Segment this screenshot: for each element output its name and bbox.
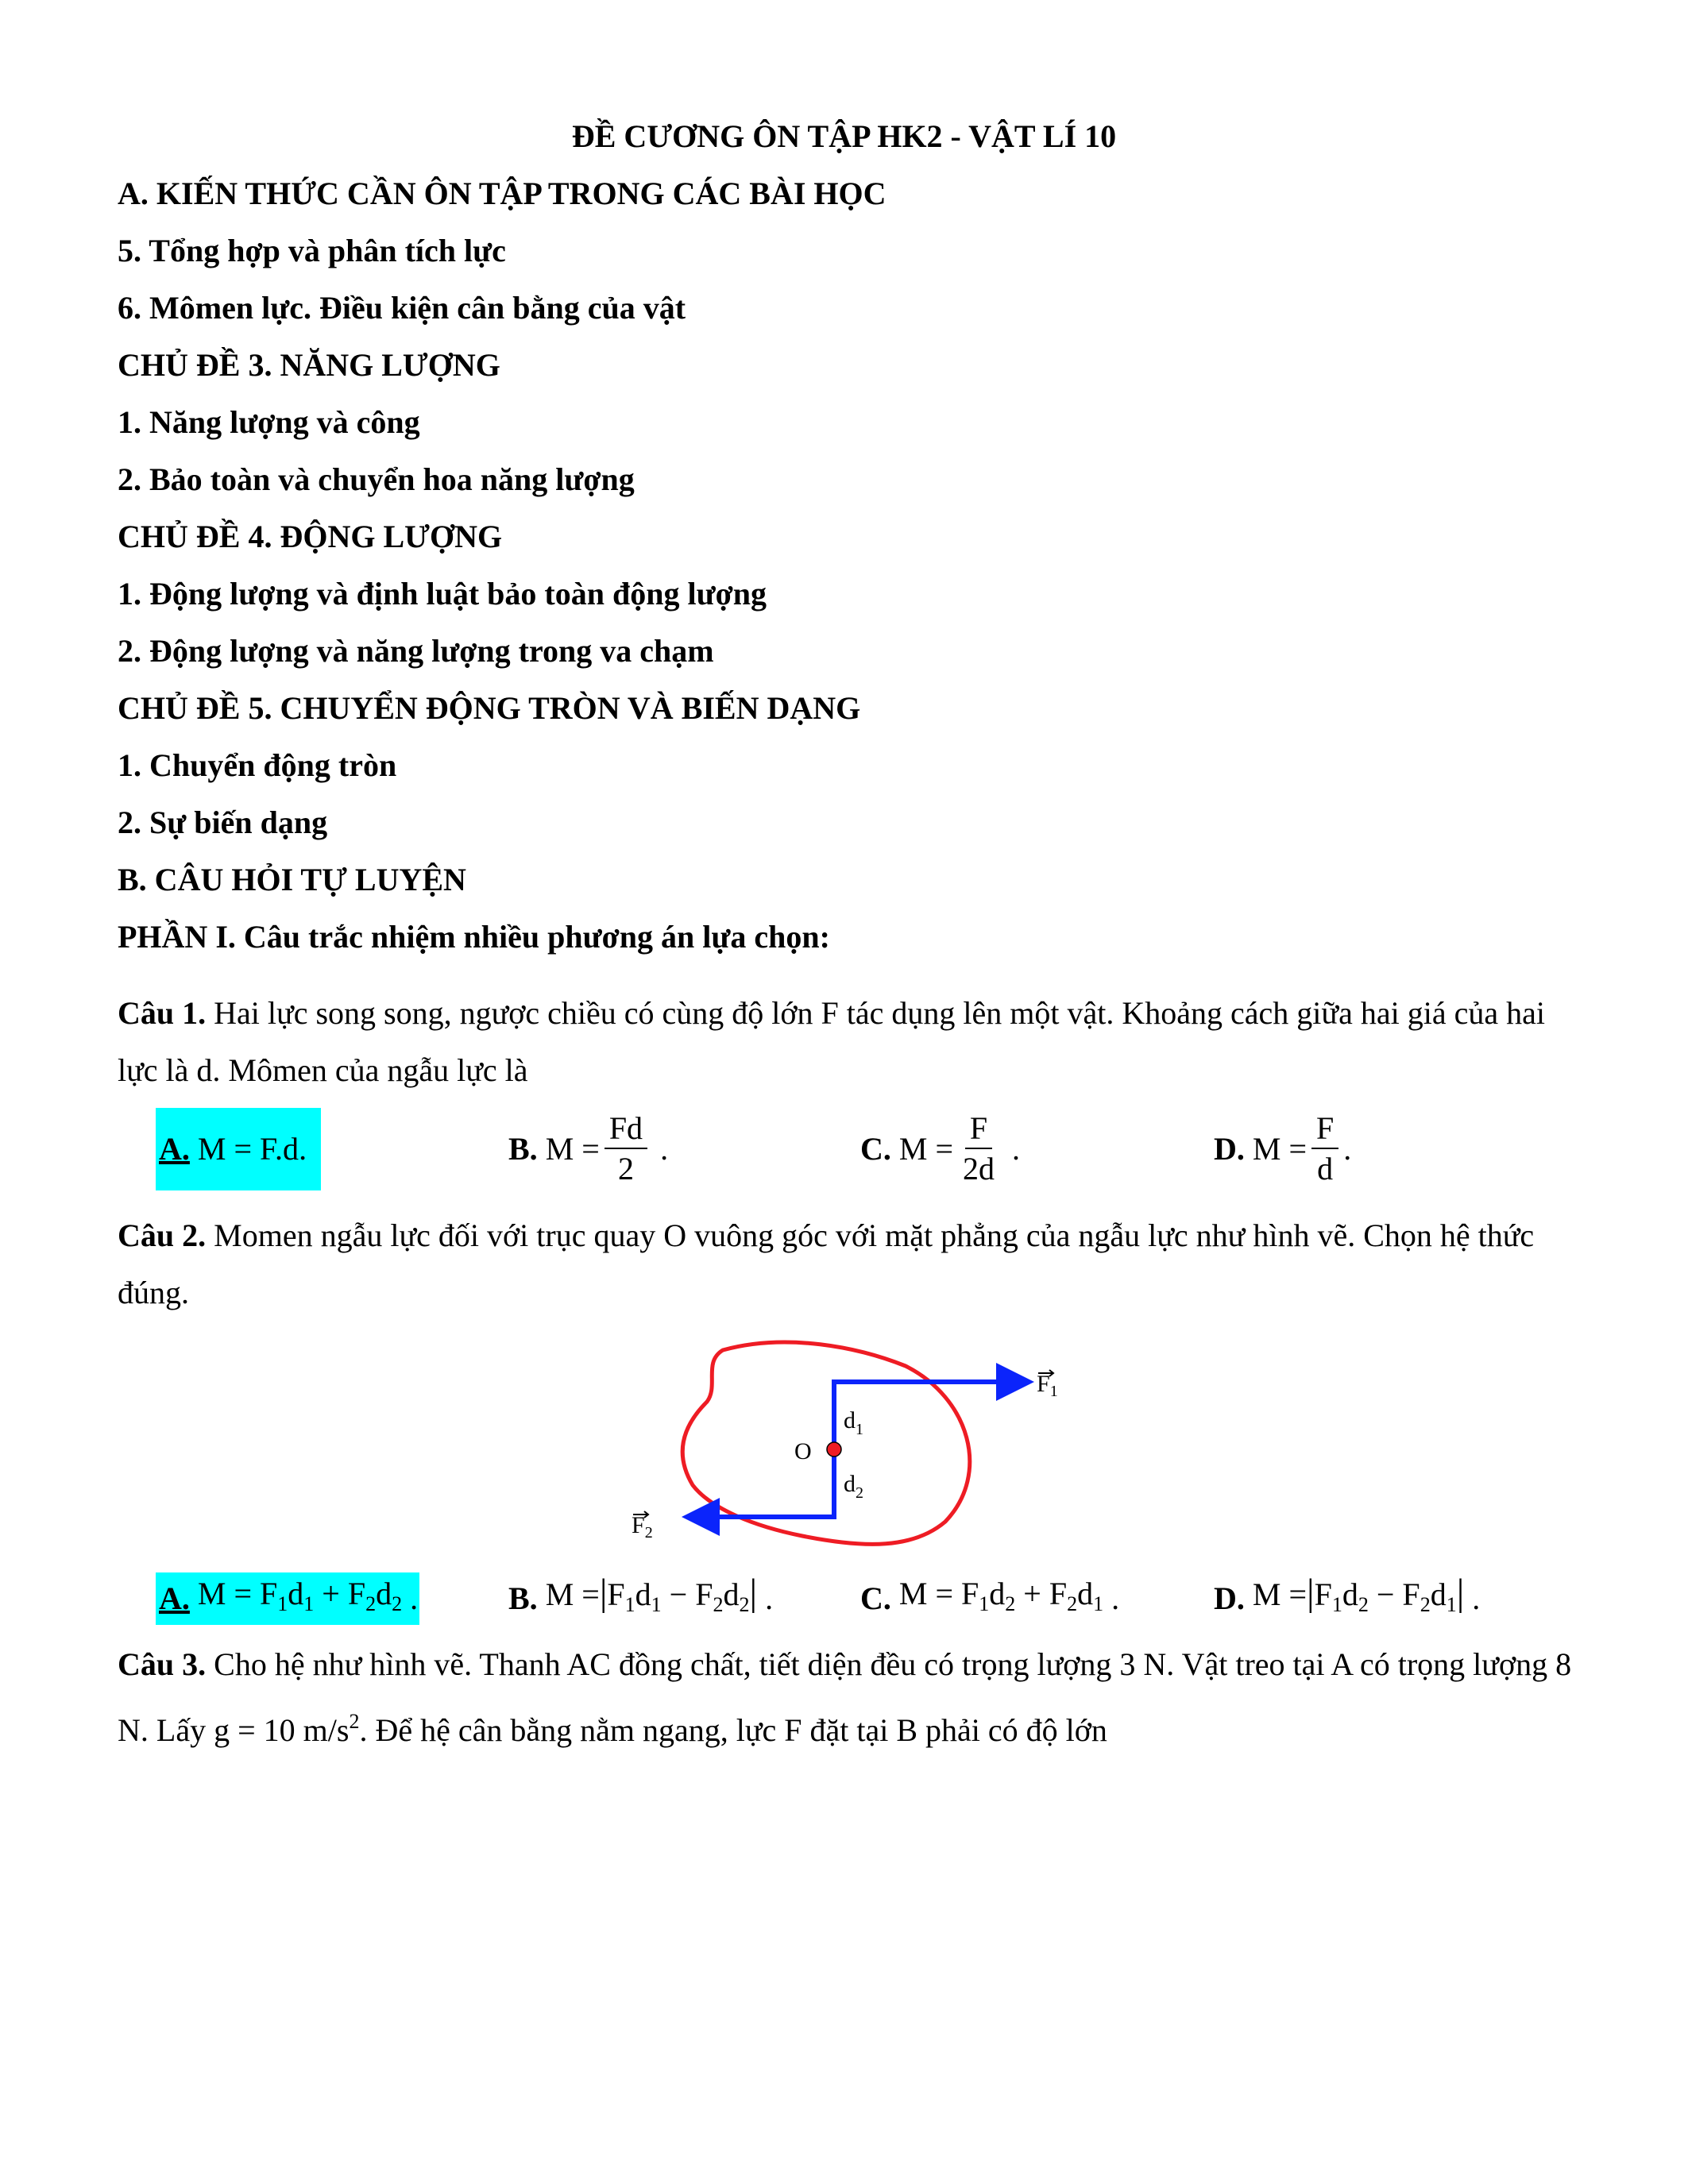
q2-option-b[interactable]: B. $M =|F_1d_1 - F_2d_2|$ .: [508, 1572, 773, 1625]
option-label: D.: [1214, 1580, 1245, 1616]
body-outline: [682, 1342, 970, 1544]
question-2: [118, 1207, 1579, 1322]
force-arm-1: [834, 1382, 1025, 1449]
couple-diagram: [604, 1334, 1096, 1557]
topic-item: 2. Sự biến dạng: [118, 805, 328, 840]
question-text: Cho hệ như hình vẽ. Thanh AC đồng chất, tiết diện đều có trọng lượng 3 N. Vật treo tại A có trọng lượng 8 N. Lấy g = 10 m/s: [118, 1646, 1572, 1748]
denominator: 2: [617, 1151, 634, 1187]
option-label: A.: [159, 1131, 190, 1167]
numerator: F: [965, 1109, 992, 1149]
chapter-heading: CHỦ ĐỀ 4. ĐỘNG LƯỢNG: [118, 519, 503, 554]
option-formula: $M = F_1d_2 + F_2d_1$: [898, 1575, 1104, 1615]
question-label: Câu 3.: [118, 1646, 207, 1682]
force-arm-2: [691, 1449, 834, 1517]
option-formula: $M =|F_1d_1 - F_2d_2|$: [545, 1571, 758, 1616]
topic-item: 1. Động lượng và định luật bảo toàn động lượng: [118, 576, 767, 612]
question-label: Câu 1.: [118, 995, 207, 1031]
chapter-heading: CHỦ ĐỀ 5. CHUYỂN ĐỘNG TRÒN VÀ BIẾN DẠNG: [118, 690, 861, 726]
q1-option-c[interactable]: C. M = $\frac{F}{2d}$ .: [860, 1108, 1020, 1190]
topic-item: 2. Bảo toàn và chuyển hoa năng lượng: [118, 461, 635, 497]
part-heading: PHẦN I. Câu trắc nhiệm nhiều phương án lựa chọn:: [118, 919, 830, 955]
numerator: Fd: [605, 1109, 647, 1149]
option-label: B.: [508, 1131, 538, 1167]
option-label: C.: [860, 1580, 891, 1616]
option-label: D.: [1214, 1131, 1245, 1167]
question-label: Câu 2.: [118, 1217, 207, 1253]
section-b-heading: B. CÂU HỎI TỰ LUYỆN: [118, 862, 466, 897]
superscript: 2: [349, 1710, 360, 1733]
q1-option-b[interactable]: B. M = $\frac{Fd}{2}$ .: [508, 1108, 668, 1190]
d1-label: $d_1$: [844, 1407, 863, 1438]
option-formula: $M = F_1d_1 + F_2d_2$: [197, 1575, 403, 1615]
pivot-point: [827, 1442, 841, 1457]
denominator: 2d: [963, 1151, 995, 1187]
q2-option-c[interactable]: C. $M = F_1d_2 + F_2d_1$ .: [860, 1572, 1119, 1625]
numerator: F: [1311, 1109, 1338, 1149]
option-label: B.: [508, 1580, 538, 1616]
q2-option-a[interactable]: A. $M = F_1d_1 + F_2d_2$ .: [156, 1572, 419, 1625]
topic-item: 1. Năng lượng và công: [118, 404, 420, 440]
option-formula: M = F.d: [197, 1131, 299, 1167]
question-3: [118, 1636, 1579, 1759]
q1-option-a[interactable]: A. M = F.d .: [156, 1108, 321, 1190]
question-text: Momen ngẫu lực đối với trục quay O vuông góc với mặt phẳng của ngẫu lực như hình vẽ. Chọn hệ thức đúng.: [118, 1217, 1535, 1310]
topic-item: 6. Mômen lực. Điều kiện cân bằng của vật: [118, 290, 686, 326]
denominator: d: [1317, 1151, 1334, 1187]
f2-label: $F_2$: [632, 1512, 653, 1542]
document-title: ĐỀ CƯƠNG ÔN TẬP HK2 - VẬT LÍ 10: [571, 118, 1117, 154]
option-formula: M =: [1252, 1131, 1308, 1167]
option-label: A.: [159, 1580, 190, 1616]
section-a-heading: A. KIẾN THỨC CẦN ÔN TẬP TRONG CÁC BÀI HỌC: [118, 176, 886, 211]
pivot-label: O: [794, 1438, 812, 1464]
f1-label: $F_1$: [1037, 1371, 1058, 1400]
chapter-heading: CHỦ ĐỀ 3. NĂNG LƯỢNG: [118, 347, 500, 383]
question-text: Hai lực song song, ngược chiều có cùng độ lớn F tác dụng lên một vật. Khoảng cách giữa hai giá của hai lực là d. Mômen của ngẫu lực là: [118, 995, 1545, 1088]
topic-item: 5. Tổng hợp và phân tích lực: [118, 233, 506, 268]
topic-item: 2. Động lượng và năng lượng trong va chạm: [118, 633, 714, 669]
question-1: [118, 985, 1579, 1099]
q2-option-d[interactable]: D. $M =|F_1d_2 - F_2d_1|$ .: [1214, 1572, 1480, 1625]
option-formula: $M =|F_1d_2 - F_2d_1|$: [1252, 1571, 1465, 1616]
q1-option-d[interactable]: D. M = $\frac{F}{d}$ .: [1214, 1108, 1351, 1190]
d2-label: $d_2$: [844, 1471, 863, 1502]
fraction: [1311, 1109, 1338, 1189]
question-text: . Để hệ cân bằng nằm ngang, lực F đặt tại B phải có độ lớn: [359, 1712, 1107, 1748]
option-label: C.: [860, 1131, 891, 1167]
fraction: [958, 1109, 999, 1189]
option-formula: M =: [898, 1131, 954, 1167]
option-formula: M =: [545, 1131, 600, 1167]
topic-item: 1. Chuyển động tròn: [118, 747, 397, 783]
fraction: [605, 1109, 647, 1189]
